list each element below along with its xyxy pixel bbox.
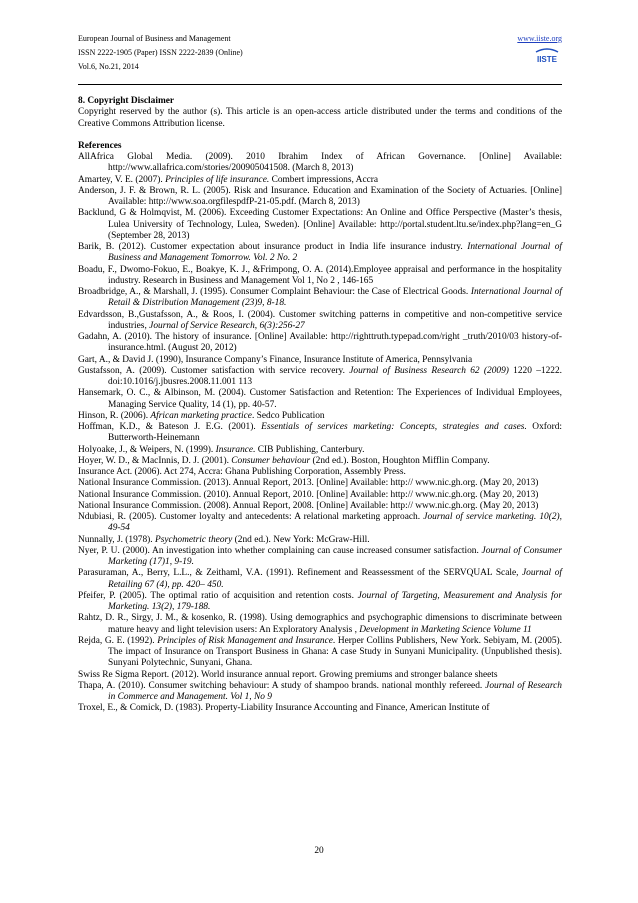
reference-entry	[78, 366, 562, 389]
volume-line: Vol.6, No.21, 2014	[78, 62, 139, 71]
reference-text: Amartey, V. E. (2007).	[78, 174, 166, 185]
reference-text: CIB Publishing, Canterbury.	[255, 444, 365, 455]
reference-text: Swiss Re Sigma Report. (2012). World insurance annual report. Growing premiums and stronger balance sheets	[78, 669, 498, 680]
page-number: 20	[314, 846, 324, 856]
iiste-logo	[534, 46, 560, 64]
reference-text: International Journal of Retail & Distribution Management (23)9, 8-18.	[108, 287, 562, 309]
journal-name: European Journal of Business and Management	[78, 34, 231, 43]
reference-entry	[78, 546, 562, 569]
reference-text: Gustafsson, A. (2009). Customer satisfaction with service recovery.	[78, 365, 350, 376]
reference-text: Journal of Research in Commerce and Management. Vol 1, No 9	[108, 680, 562, 702]
reference-entry	[78, 152, 562, 175]
reference-text: National Insurance Commission. (2008). Annual Report, 2008. [Online] Available: http:// www.nic.gh.org. (May 20, 2013)	[78, 500, 539, 511]
issn-line: ISSN 2222-1905 (Paper) ISSN 2222-2839 (Online)	[78, 48, 243, 57]
reference-text: AllAfrica Global Media. (2009). 2010 Ibrahim Index of African Governance. [Online] Available: http://www.allafrica.com/stories/200905041508. (March 8, 2013)	[78, 152, 562, 174]
reference-text: Pfeifer, P. (2005). The optimal ratio of acquisition and retention costs.	[78, 590, 358, 601]
reference-text: Gart, A., & David J. (1990), Insurance Company’s Finance, Insurance Institute of America, Pennsylvania	[78, 354, 473, 365]
reference-text: 1220 –1222. doi:10.1016/j.jbusres.2008.11.001 113	[108, 365, 562, 387]
reference-entry	[78, 636, 562, 670]
reference-entry	[78, 175, 562, 186]
reference-text: (2nd ed.). New York: McGraw-Hill.	[232, 534, 370, 545]
reference-entry	[78, 355, 562, 366]
copyright-heading: 8. Copyright Disclaimer	[78, 96, 175, 106]
reference-text: Combert impressions, Accra	[269, 174, 379, 185]
reference-text: Journal of Retailing 67 (4), pp. 420– 450.	[108, 568, 562, 590]
reference-text: Boadu, F., Dwomo-Fokuo, E., Boakye, K. J., &Frimpong, O. A. (2014).Employee appraisal and performance in the hospitality industry. Research in Business and Management Vol 1, No 2 , 146-165	[78, 264, 562, 286]
reference-text: Parasuraman, A., Berry, L.L., & Zeithaml, V.A. (1991). Refinement and Reassessment of the SERVQUAL Scale,	[78, 568, 522, 579]
reference-entry	[78, 501, 562, 512]
reference-text: Journal of Targeting, Measurement and Analysis for Marketing. 13(2), 179-188.	[108, 590, 562, 612]
reference-text: Hoyer, W. D., & MacInnis, D. J. (2001).	[78, 455, 232, 466]
reference-entry	[78, 613, 562, 636]
reference-entry	[78, 208, 562, 242]
reference-text: Nunnally, J. (1978).	[78, 534, 155, 545]
logo-text: IISTE	[536, 55, 558, 64]
reference-text: Insurance Act. (2006). Act 274, Accra: Ghana Publishing Corporation, Assembly Press.	[78, 467, 406, 477]
reference-text: Principles of life insurance.	[165, 174, 270, 185]
reference-entry	[78, 467, 562, 478]
reference-text: Essentials of services marketing: Concepts, strategies and cases.	[261, 422, 527, 432]
reference-text: Hansemark, O. C., & Albinson, M. (2004). Customer Satisfaction and Retention: The Experiences of Individual Employees, Managing Service Quality, 14 (1), pp. 40-57.	[78, 388, 562, 410]
reference-text: Journal of service marketing. 10(2), 49-54	[108, 512, 562, 534]
reference-text: Troxel, E., & Comick, D. (1983). Property-Liability Insurance Accounting and Finance, American Institute of	[78, 703, 490, 714]
reference-text: Broadbridge, A., & Marshall, J. (1995). Consumer Complaint Behaviour: the Case of Electrical Goods.	[78, 287, 471, 297]
reference-entry	[78, 456, 562, 467]
reference-text: National Insurance Commission. (2013). Annual Report, 2013. [Online] Available: http:// www.nic.gh.org. (May 20, 2013)	[78, 478, 539, 489]
copyright-text: Copyright reserved by the author (s). This article is an open-access article distributed under the terms and conditions of the Creative Commons Attribution license.	[78, 107, 562, 129]
reference-entry	[78, 478, 562, 489]
reference-text: . Sedco Publication	[251, 410, 325, 421]
reference-entry	[78, 287, 562, 310]
reference-entry	[78, 681, 562, 704]
reference-entry	[78, 591, 562, 614]
reference-entry	[78, 490, 562, 501]
reference-text: (2nd ed.). Boston, Houghton Mifflin Company.	[310, 455, 490, 466]
reference-text: Consumer behaviour	[231, 455, 311, 466]
main-content	[78, 96, 562, 715]
journal-url-link[interactable]: www.iiste.org	[517, 34, 562, 43]
page-header	[78, 32, 562, 74]
reference-entry	[78, 512, 562, 535]
reference-entry	[78, 703, 562, 714]
reference-entry	[78, 186, 562, 209]
reference-text: Thapa, A. (2010). Consumer switching behaviour: A study of shampoo brands. national monthly refereed.	[78, 680, 486, 691]
reference-text: . Herper Collins Publishers, New York. Sebiyam, M. (2005). The impact of Insurance on Transport Business in Ghana: A case Study in Sunyani Municipality. (Unpublished thesis). Sunyani Polytechnic, Sunyani, Ghana.	[108, 635, 563, 669]
reference-text: International Journal of Business and Management Tomorrow. Vol. 2 No. 2	[108, 242, 562, 264]
spacer	[78, 130, 562, 141]
reference-text: Journal of Business Research 62 (2009)	[349, 365, 509, 376]
reference-text: Psychometric theory	[155, 534, 233, 545]
reference-entry	[78, 388, 562, 411]
reference-text: Ndubiasi, R. (2005). Customer loyalty and antecedents: A relational marketing approach.	[78, 512, 424, 522]
logo-arc	[536, 49, 558, 52]
reference-text: Hinson, R. (2006).	[78, 410, 151, 421]
reference-text: Hoffman, K.D., & Bateson J. E.G. (2001).	[78, 422, 262, 432]
reference-text: Rejda, G. E. (1992).	[78, 635, 158, 646]
reference-entry	[78, 411, 562, 422]
reference-text: Oxford: Butterworth-Heinemann	[108, 422, 562, 444]
reference-entry	[78, 310, 562, 333]
reference-entry	[78, 422, 562, 445]
reference-entry	[78, 265, 562, 288]
reference-text: Journal of Consumer Marketing (17)1, 9-19.	[108, 545, 562, 567]
reference-text: Nyer, P. U. (2000). An investigation into whether complaining can cause increased consumer satisfaction.	[78, 545, 482, 556]
reference-text: Journal of Service Research, 6(3):256-27	[149, 320, 305, 331]
reference-text: National Insurance Commission. (2010). Annual Report, 2010. [Online] Available: http:// www.nic.gh.org. (May 20, 2013)	[78, 489, 539, 500]
reference-text: Backlund, G & Holmqvist, M. (2006). Exceeding Customer Expectations: An Online and Office Perspective (Master’s thesis, Lulea University of Technology, Lulea, Sweden). [Online] Available: http://portal.student.ltu.se/index.php?lang=en_G (September 28, 2013)	[78, 208, 562, 241]
reference-text: Rahtz, D. R., Sirgy, J. M., & kosenko, R. (1998). Using demographics and psychographic dimensions to discriminate between mature heavy and light television users: An Exploratory Analysis ,	[78, 613, 562, 635]
reference-text: Insurance.	[215, 444, 256, 455]
header-divider	[78, 84, 562, 85]
reference-text: Development in Marketing Science Volume 11	[359, 624, 532, 635]
reference-entry	[78, 332, 562, 355]
reference-text: Edvardsson, B.,Gustafsson, A., & Roos, I. (2004). Customer switching patterns in competitive and non-competitive service industries,	[78, 309, 562, 331]
reference-text: Holyoake, J., & Weipers, N. (1999).	[78, 444, 216, 455]
reference-entry	[78, 568, 562, 591]
reference-list	[78, 152, 562, 715]
reference-text: Principles of Risk Management and Insurance	[157, 635, 333, 646]
reference-entry	[78, 670, 562, 681]
reference-entry	[78, 535, 562, 546]
reference-text: Anderson, J. F. & Brown, R. L. (2005). Risk and Insurance. Education and Examination of the Society of Actuaries. [Online] Available: http://www.soa.orgfilespdfP-21-05.pdf. (March 8, 2013)	[78, 185, 562, 207]
reference-text: Barik, B. (2012). Customer expectation about insurance product in India life insurance industry.	[78, 242, 468, 252]
reference-text: Gadahn, A. (2010). The history of insurance. [Online] Available: http://righttruth.typepad.com/right _truth/2010/03 history-of-insurance.html. (August 20, 2012)	[78, 332, 562, 354]
references-heading: References	[78, 140, 122, 151]
reference-entry	[78, 445, 562, 456]
reference-text: African marketing practice	[150, 410, 252, 421]
reference-entry	[78, 242, 562, 265]
